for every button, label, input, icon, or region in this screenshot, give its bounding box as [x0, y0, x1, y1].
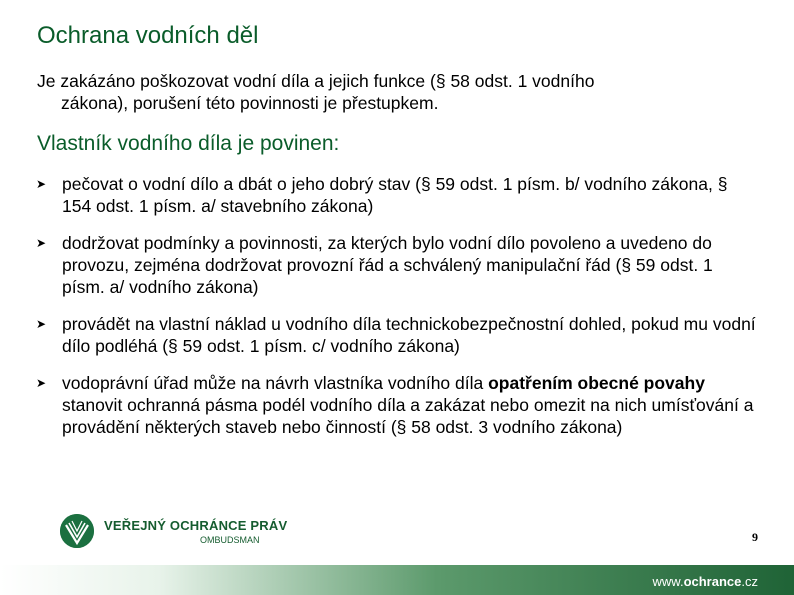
arrow-bullet-icon: ➤: [36, 376, 47, 390]
list-item-text-post: stanovit ochranná pásma podél vodního díla a zakázat nebo omezit na nich umísťování a provádění některých staveb nebo činností (§ 58 odst. 3 vodního zákona): [62, 395, 754, 437]
logo-subtitle: OMBUDSMAN: [200, 535, 260, 545]
url-domain: ochrance: [683, 574, 742, 589]
page-number: 9: [752, 530, 758, 544]
list-item: [36, 232, 756, 298]
arrow-bullet-icon: ➤: [36, 177, 47, 191]
list-item: [36, 372, 756, 438]
arrow-bullet-icon: ➤: [36, 317, 47, 331]
section-heading: Vlastník vodního díla je povinen:: [37, 132, 340, 155]
arrow-bullet-icon: ➤: [36, 236, 47, 250]
page-title: Ochrana vodních děl: [37, 22, 259, 49]
list-item-text: pečovat o vodní dílo a dbát o jeho dobrý stav (§ 59 odst. 1 písm. b/ vodního zákona, § 154 odst. 1 písm. a/ stavebního zákona): [62, 174, 728, 216]
list-item: [36, 173, 756, 217]
ombudsman-logo-icon: [60, 514, 94, 548]
url-suffix: .cz: [741, 574, 758, 589]
website-link[interactable]: [653, 574, 759, 589]
obligations-list: [36, 173, 756, 453]
list-item-text: dodržovat podmínky a povinnosti, za kterých bylo vodní dílo povoleno a uvedeno do provozu, zejména dodržovat provozní řád a schválený manipulační řád (§ 59 odst. 1 písm. a/ vodního zákona): [62, 233, 713, 297]
intro-line-1: Je zakázáno poškozovat vodní díla a jejich funkce (§ 58 odst. 1 vodního: [37, 71, 595, 91]
intro-line-2: zákona), porušení této povinnosti je přestupkem.: [61, 93, 439, 113]
logo-title: VEŘEJNÝ OCHRÁNCE PRÁV: [104, 518, 288, 533]
list-item-text-bold: opatřením obecné povahy: [488, 373, 705, 393]
list-item-text: provádět na vlastní náklad u vodního díla technickobezpečnostní dohled, pokud mu vodní dílo podléhá (§ 59 odst. 1 písm. c/ vodního zákona): [62, 314, 756, 356]
url-prefix: www.: [652, 574, 684, 589]
list-item: [36, 313, 756, 357]
intro-paragraph: [37, 70, 737, 114]
list-item-text-pre: vodoprávní úřad může na návrh vlastníka vodního díla: [62, 373, 489, 393]
